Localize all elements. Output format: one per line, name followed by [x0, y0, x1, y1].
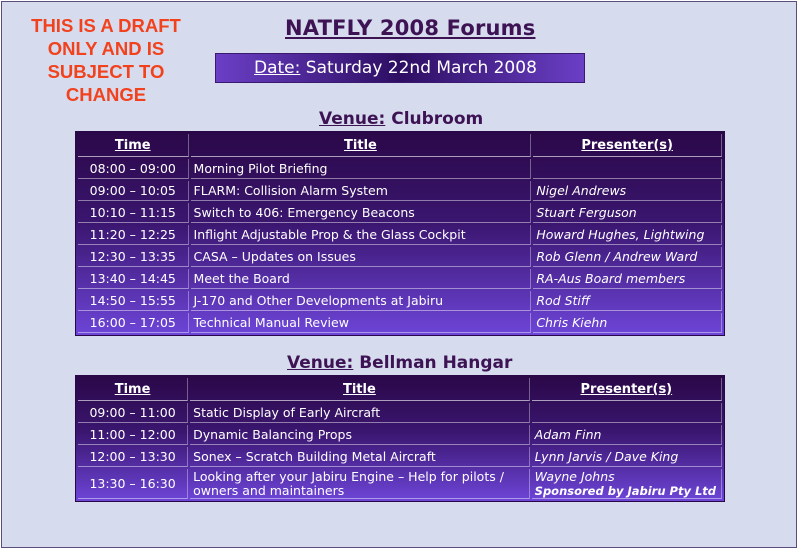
- table-row: [78, 291, 722, 311]
- session-time-text: 10:10 – 11:15: [89, 205, 176, 220]
- session-time: [78, 469, 188, 499]
- session-time-text: 12:00 – 13:30: [89, 449, 176, 464]
- session-title-text: Dynamic Balancing Props: [193, 427, 352, 442]
- session-presenter-text: RA-Aus Board members: [536, 271, 686, 286]
- session-time: [78, 425, 188, 445]
- session-time: [78, 313, 189, 333]
- column-header-time: Time: [78, 134, 189, 157]
- session-time: [78, 447, 188, 467]
- table-row: [78, 313, 722, 333]
- session-time: [78, 269, 189, 289]
- session-title-text: Static Display of Early Aircraft: [193, 405, 381, 420]
- session-title-text: Meet the Board: [193, 271, 290, 286]
- session-title: [191, 247, 532, 267]
- session-presenter-text: Lynn Jarvis / Dave King: [534, 449, 679, 464]
- session-presenter: [533, 181, 722, 201]
- session-title: [190, 469, 530, 499]
- table-row: [78, 181, 722, 201]
- session-presenter-text: Rob Glenn / Andrew Ward: [536, 249, 698, 264]
- table-row: [78, 225, 722, 245]
- session-presenter-text: Adam Finn: [534, 427, 602, 442]
- clubroom-schedule-table: [75, 131, 725, 336]
- table-header-row: [78, 134, 722, 157]
- venue-heading-clubroom: [319, 109, 483, 129]
- session-presenter: [532, 469, 722, 499]
- session-time-text: 13:40 – 14:45: [89, 271, 176, 286]
- session-presenter-text: Nigel Andrews: [536, 183, 627, 198]
- page-title: NATFLY 2008 Forums: [285, 16, 536, 40]
- session-time-text: 13:30 – 16:30: [89, 476, 176, 491]
- session-time-text: 09:00 – 10:05: [89, 183, 176, 198]
- session-time: [78, 247, 189, 267]
- session-title-text: FLARM: Collision Alarm System: [193, 183, 388, 198]
- column-header-presenters: Presenter(s): [532, 378, 722, 401]
- session-title: [190, 447, 530, 467]
- venue-heading-bellman: [287, 353, 512, 373]
- session-time-text: 09:00 – 11:00: [89, 405, 176, 420]
- session-time: [78, 403, 188, 423]
- session-title-text: Technical Manual Review: [193, 315, 349, 330]
- session-title: [190, 403, 530, 423]
- session-title: [190, 425, 530, 445]
- session-presenter-text: Howard Hughes, Lightwing: [536, 227, 705, 242]
- venue-name: Clubroom: [391, 109, 484, 129]
- session-title: [191, 203, 532, 223]
- column-header-presenters: Presenter(s): [533, 134, 722, 157]
- session-title: [191, 291, 532, 311]
- session-presenter: [533, 247, 722, 267]
- session-title-text: Inflight Adjustable Prop & the Glass Cockpit: [193, 227, 466, 242]
- page-frame: [1, 1, 797, 548]
- session-time: [78, 225, 189, 245]
- column-header-time: Time: [78, 378, 188, 401]
- session-presenter-text: Stuart Ferguson: [536, 205, 637, 220]
- table-row: [78, 403, 722, 423]
- session-title: [191, 225, 532, 245]
- table-row: [78, 269, 722, 289]
- session-presenter: [533, 269, 722, 289]
- bellman-schedule-table: [75, 375, 725, 502]
- session-title: [191, 181, 532, 201]
- session-presenter: [532, 425, 722, 445]
- session-time-text: 14:50 – 15:55: [89, 293, 176, 308]
- session-time-text: 11:20 – 12:25: [89, 227, 176, 242]
- date-value: Saturday 22nd March 2008: [305, 58, 537, 78]
- session-presenter-text: Rod Stiff: [536, 293, 590, 308]
- session-time: [78, 181, 189, 201]
- column-header-title: Title: [191, 134, 532, 157]
- session-title-text: CASA – Updates on Issues: [193, 249, 356, 264]
- table-row: [78, 425, 722, 445]
- sponsor-note: Sponsored by Jabiru Pty Ltd: [534, 484, 717, 498]
- session-presenter: [533, 313, 722, 333]
- session-title: [191, 269, 532, 289]
- table-header-row: [78, 378, 722, 401]
- session-presenter: [533, 203, 722, 223]
- session-time: [78, 159, 189, 179]
- table-row: [78, 447, 722, 467]
- session-time-text: 11:00 – 12:00: [89, 427, 176, 442]
- session-presenter: [532, 447, 722, 467]
- date-label: Date:: [254, 58, 301, 78]
- table-row: [78, 247, 722, 267]
- session-presenter: [532, 403, 722, 423]
- session-time-text: 16:00 – 17:05: [89, 315, 176, 330]
- draft-notice: THIS IS A DRAFT ONLY AND IS SUBJECT TO CHANGE: [31, 15, 181, 105]
- session-title-text: Switch to 406: Emergency Beacons: [193, 205, 415, 220]
- session-presenter: [533, 291, 722, 311]
- session-presenter-text: Wayne Johns: [534, 469, 615, 484]
- session-presenter: [533, 159, 722, 179]
- session-title-text: Sonex – Scratch Building Metal Aircraft: [193, 449, 436, 464]
- session-title: [191, 313, 532, 333]
- table-row: [78, 159, 722, 179]
- venue-label: Venue:: [319, 109, 386, 129]
- session-time: [78, 203, 189, 223]
- session-title: [191, 159, 532, 179]
- session-title-text: Looking after your Jabiru Engine – Help for pilots / owners and maintainers: [193, 468, 504, 498]
- table-row: [78, 469, 722, 499]
- session-presenter: [533, 225, 722, 245]
- venue-label: Venue:: [287, 353, 354, 373]
- session-time-text: 08:00 – 09:00: [89, 161, 176, 176]
- session-time-text: 12:30 – 13:35: [89, 249, 176, 264]
- session-presenter-text: Chris Kiehn: [536, 315, 608, 330]
- venue-name: Bellman Hangar: [359, 353, 513, 373]
- table-row: [78, 203, 722, 223]
- column-header-title: Title: [190, 378, 530, 401]
- session-time: [78, 291, 189, 311]
- date-banner: [215, 53, 585, 83]
- session-title-text: J-170 and Other Developments at Jabiru: [193, 293, 444, 308]
- session-title-text: Morning Pilot Briefing: [193, 161, 328, 176]
